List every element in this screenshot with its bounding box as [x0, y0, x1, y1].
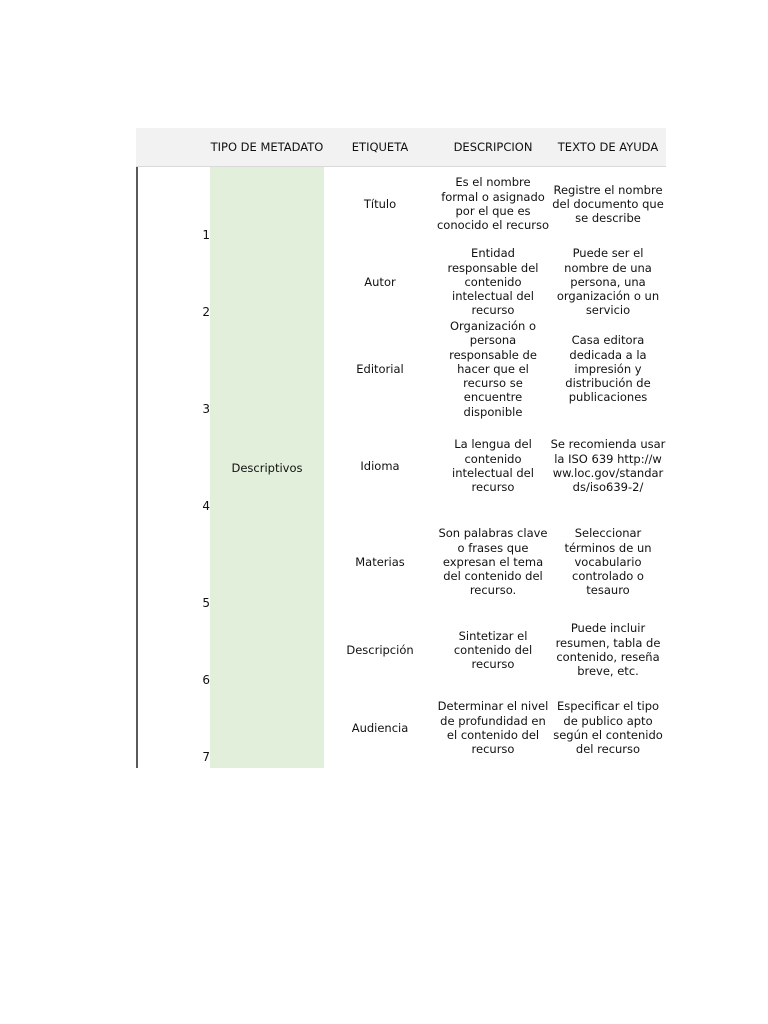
header-ayuda: TEXTO DE AYUDA	[557, 140, 659, 154]
tipo-metadato-value: Descriptivos	[231, 460, 303, 475]
descripcion-cell: Sintetizar el contenido del recurso	[453, 628, 533, 672]
etiqueta-cell: Editorial	[356, 361, 404, 376]
row-number: 3	[202, 402, 210, 416]
ayuda-cell: Especificar el tipo de publico apto según el contenido del recurso	[553, 699, 663, 757]
etiqueta-cell: Materias	[355, 554, 405, 569]
row-number: 4	[202, 499, 210, 513]
descripcion-cell: Entidad responsable del contenido intelectual del recurso	[447, 246, 539, 318]
header-etiqueta: ETIQUETA	[351, 140, 409, 154]
etiqueta-cell: Título	[363, 196, 397, 211]
descripcion-cell: Son palabras clave o frases que expresan el tema del contenido del recurso.	[438, 526, 548, 598]
ayuda-cell: Puede ser el nombre de una persona, una organización o un servicio	[556, 246, 660, 318]
row-number: 2	[202, 305, 210, 319]
row-number: 6	[202, 673, 210, 687]
descripcion-cell: La lengua del contenido intelectual del recurso	[452, 437, 534, 495]
ayuda-cell: Se recomienda usar la ISO 639 http://www.loc.gov/standards/iso639-2/	[550, 437, 666, 495]
row-number: 5	[202, 596, 210, 610]
ayuda-cell: Registre el nombre del documento que se describe	[552, 182, 664, 226]
etiqueta-cell: Autor	[364, 274, 396, 289]
table-left-border	[136, 167, 138, 768]
metadata-table	[136, 128, 666, 768]
ayuda-cell: Seleccionar términos de un vocabulario controlado o tesauro	[564, 526, 652, 598]
descripcion-cell: Organización o persona responsable de hacer que el recurso se encuentre disponible	[449, 318, 537, 419]
descripcion-cell: Es el nombre formal o asignado por el que es conocido el recurso	[436, 175, 550, 233]
header-descripcion: DESCRIPCION	[453, 140, 533, 154]
row-number: 7	[202, 750, 210, 764]
ayuda-cell: Puede incluir resumen, tabla de contenido, reseña breve, etc.	[555, 621, 661, 679]
table-header	[136, 128, 666, 167]
descripcion-cell: Determinar el nivel de profundidad en el contenido del recurso	[437, 699, 549, 757]
header-tipo: TIPO DE METADATO	[210, 140, 324, 154]
etiqueta-cell: Idioma	[360, 458, 400, 473]
etiqueta-cell: Audiencia	[351, 720, 409, 735]
tipo-metadato-cell	[210, 167, 324, 768]
ayuda-cell: Casa editora dedicada a la impresión y distribución de publicaciones	[565, 333, 651, 405]
row-number: 1	[202, 228, 210, 242]
etiqueta-cell: Descripción	[346, 642, 414, 657]
